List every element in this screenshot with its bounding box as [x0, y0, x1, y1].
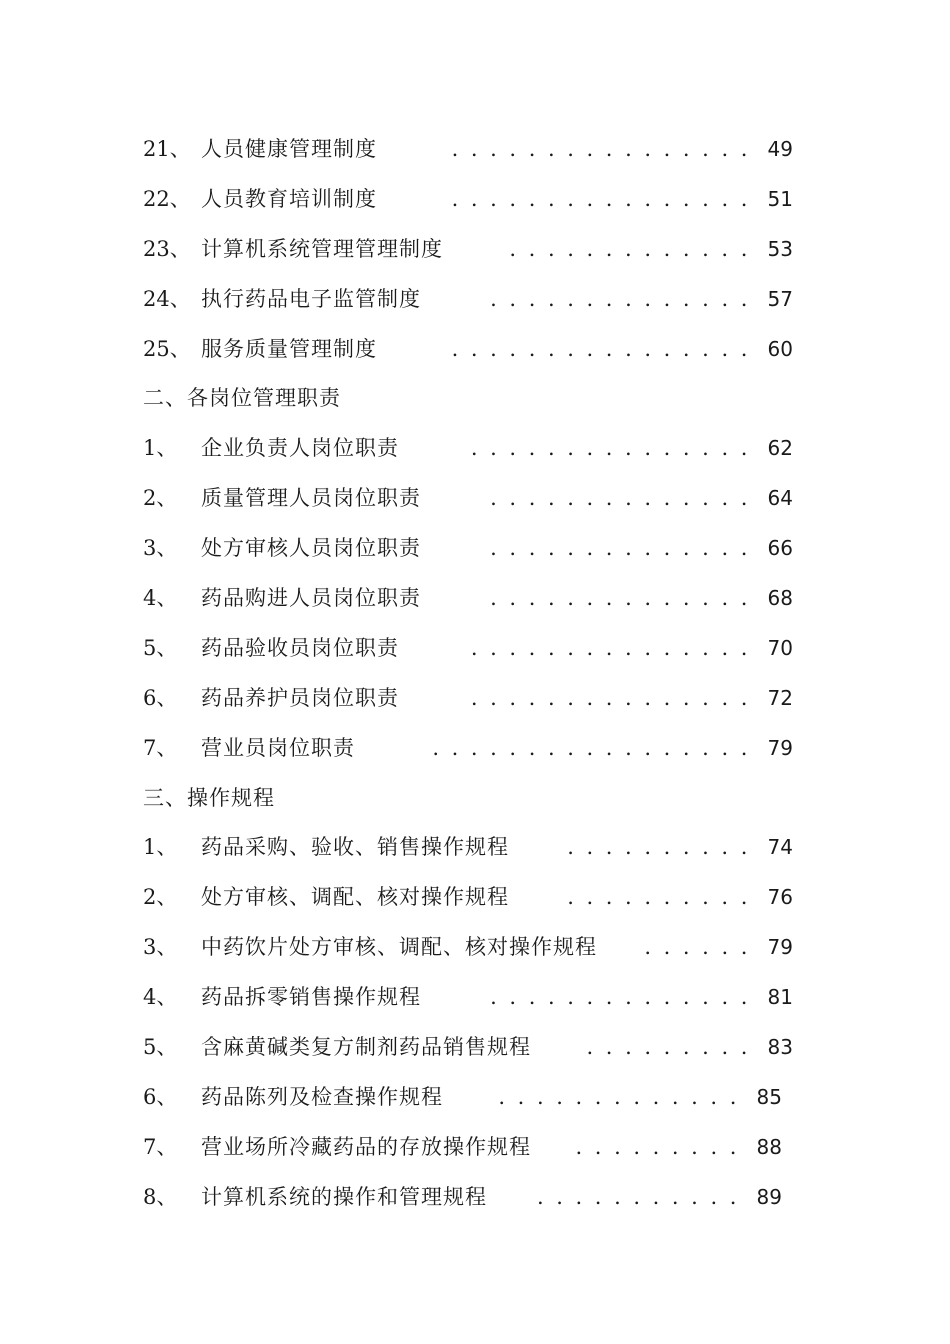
toc-section-heading [143, 774, 803, 824]
entry-title: 药品购进人员岗位职责 [201, 586, 421, 611]
toc-entry [143, 524, 803, 574]
section-title: 二、各岗位管理职责 [143, 386, 341, 411]
entry-number: 5、 [143, 635, 178, 660]
entry-title: 人员健康管理制度 [201, 137, 377, 161]
entry-title: 含麻黄碱类复方制剂药品销售规程 [201, 1035, 531, 1060]
page-number: 64 [767, 486, 793, 511]
toc-entry [143, 873, 803, 923]
toc-entry [143, 1173, 803, 1223]
entry-number: 5、 [143, 1035, 178, 1060]
entry-title: 处方审核、调配、核对操作规程 [201, 885, 509, 910]
entry-number: 4、 [143, 586, 178, 611]
toc-entry [143, 624, 803, 674]
toc-entry [143, 125, 803, 175]
entry-title: 药品养护员岗位职责 [201, 685, 399, 710]
dot-leader: ............... [470, 436, 760, 461]
toc-entry [143, 275, 803, 325]
toc-entry [143, 674, 803, 724]
entry-number: 1、 [143, 835, 178, 860]
entry-title: 药品陈列及检查操作规程 [201, 1084, 443, 1109]
entry-number: 6、 [143, 1084, 178, 1109]
section-title: 三、操作规程 [143, 785, 275, 810]
page-number: 76 [767, 885, 793, 910]
entry-number: 2、 [143, 486, 178, 511]
entry-number: 6、 [143, 685, 178, 710]
page-number: 81 [767, 985, 793, 1010]
entry-number: 24、 [143, 286, 191, 311]
page-number: 89 [756, 1184, 782, 1209]
dot-leader: ................ [451, 336, 760, 361]
page-number: 85 [756, 1084, 782, 1109]
dot-leader: ........... [536, 1184, 749, 1209]
entry-number: 7、 [143, 735, 178, 760]
dot-leader: .............. [490, 536, 760, 561]
dot-leader: .............. [490, 586, 760, 611]
dot-leader: ............. [509, 236, 760, 261]
toc-entry [143, 973, 803, 1023]
toc-entry [143, 574, 803, 624]
entry-number: 23、 [143, 236, 191, 261]
toc-entry [143, 175, 803, 225]
entry-number: 25、 [143, 336, 191, 361]
dot-leader: ................ [451, 137, 760, 161]
page-number: 68 [767, 586, 793, 611]
page-number: 51 [767, 186, 793, 211]
entry-title: 服务质量管理制度 [201, 336, 377, 361]
entry-title: 企业负责人岗位职责 [201, 436, 399, 461]
dot-leader: .......... [567, 835, 760, 860]
toc-entry [143, 474, 803, 524]
page-number: 74 [767, 835, 793, 860]
entry-title: 药品验收员岗位职责 [201, 635, 399, 660]
toc-entry [143, 424, 803, 474]
toc-entry [143, 1073, 803, 1123]
entry-title: 质量管理人员岗位职责 [201, 486, 421, 511]
entry-title: 营业员岗位职责 [201, 735, 355, 760]
dot-leader: ............. [498, 1084, 749, 1109]
page-number: 66 [767, 536, 793, 561]
page-number: 62 [767, 436, 793, 461]
page-number: 49 [767, 137, 793, 161]
dot-leader: ................ [451, 186, 760, 211]
toc-entry [143, 225, 803, 275]
toc-section-heading [143, 374, 803, 424]
dot-leader: ................. [432, 735, 760, 760]
page-number: 72 [767, 685, 793, 710]
dot-leader: .............. [490, 985, 760, 1010]
dot-leader: ...... [644, 935, 760, 960]
entry-title: 计算机系统的操作和管理规程 [201, 1184, 487, 1209]
table-of-contents [143, 125, 803, 1223]
dot-leader: .............. [490, 486, 760, 511]
toc-entry [143, 823, 803, 873]
entry-number: 1、 [143, 436, 178, 461]
toc-entry [143, 724, 803, 774]
entry-number: 2、 [143, 885, 178, 910]
page-number: 79 [767, 735, 793, 760]
page-number: 70 [767, 635, 793, 660]
dot-leader: .......... [567, 885, 760, 910]
dot-leader: ......... [586, 1035, 760, 1060]
dot-leader: .............. [490, 286, 760, 311]
entry-number: 8、 [143, 1184, 178, 1209]
toc-entry [143, 1023, 803, 1073]
page-number: 83 [767, 1035, 793, 1060]
page-number: 88 [756, 1134, 782, 1159]
page-number: 60 [767, 336, 793, 361]
entry-title: 处方审核人员岗位职责 [201, 536, 421, 561]
entry-number: 4、 [143, 985, 178, 1010]
entry-number: 3、 [143, 536, 178, 561]
dot-leader: ............... [470, 635, 760, 660]
entry-number: 22、 [143, 186, 191, 211]
entry-title: 营业场所冷藏药品的存放操作规程 [201, 1134, 531, 1159]
entry-number: 3、 [143, 935, 178, 960]
entry-title: 中药饮片处方审核、调配、核对操作规程 [201, 935, 597, 960]
entry-title: 计算机系统管理管理制度 [201, 236, 443, 261]
entry-number: 7、 [143, 1134, 178, 1159]
dot-leader: ......... [575, 1134, 749, 1159]
dot-leader: ............... [470, 685, 760, 710]
toc-entry [143, 1123, 803, 1173]
toc-entry [143, 923, 803, 973]
page-number: 79 [767, 935, 793, 960]
entry-title: 人员教育培训制度 [201, 186, 377, 211]
entry-title: 执行药品电子监管制度 [201, 286, 421, 311]
page-number: 53 [767, 236, 793, 261]
entry-number: 21、 [143, 137, 191, 161]
page-number: 57 [767, 286, 793, 311]
toc-entry [143, 325, 803, 375]
entry-title: 药品拆零销售操作规程 [201, 985, 421, 1010]
entry-title: 药品采购、验收、销售操作规程 [201, 835, 509, 860]
